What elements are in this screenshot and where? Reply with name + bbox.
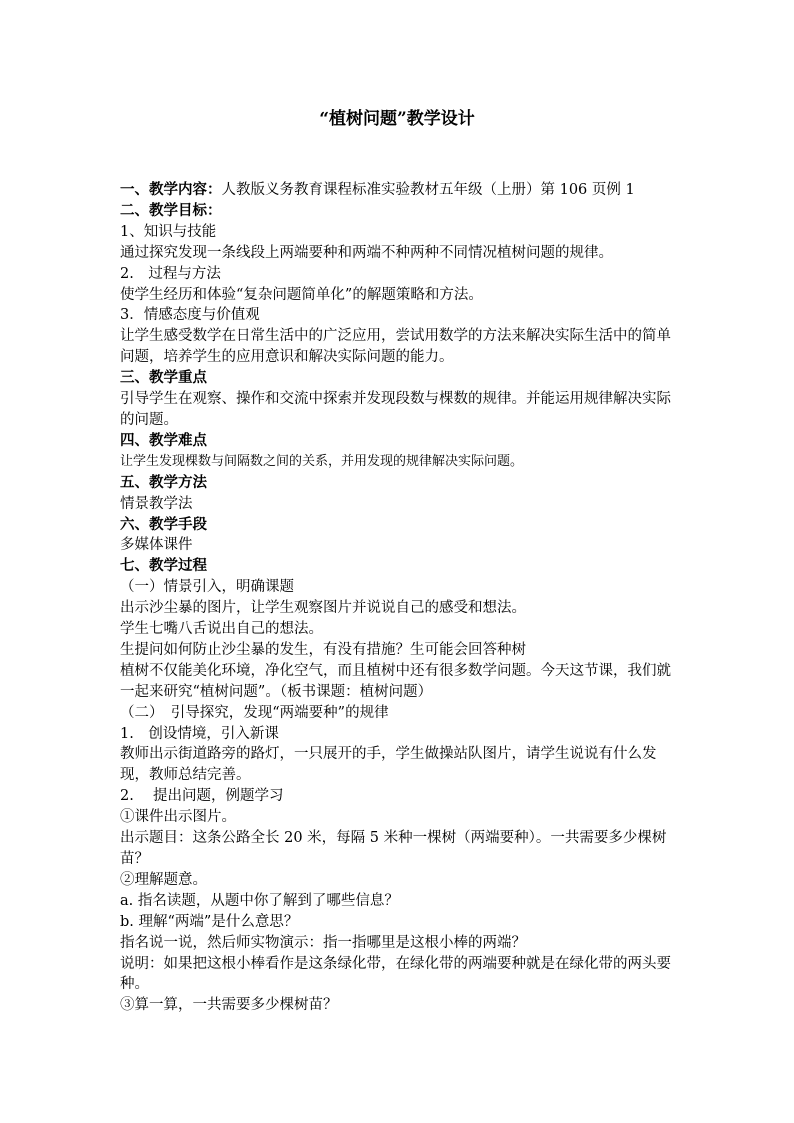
paragraph: 出示题目：这条公路全长 20 米，每隔 5 米种一棵树（两端要种）。一共需要多少棵树苗？ (120, 830, 667, 867)
subheading: 1、知识与技能 (120, 223, 217, 240)
subheading: 1. 创设情境，引入新课 (120, 725, 279, 742)
subheading: 2. 过程与方法 (120, 265, 221, 282)
section-heading: 六、教学手段 (120, 515, 207, 533)
paragraph: 使学生经历和体验“复杂问题简单化”的解题策略和方法。 (120, 286, 483, 303)
section-text: 人教版义务教育课程标准实验教材五年级（上册）第 106 页例 1 (221, 182, 635, 198)
section-teaching-content (120, 180, 676, 201)
section-heading: 五、教学方法 (120, 473, 207, 491)
subheading: 3．情感态度与价值观 (120, 307, 260, 324)
paragraph: 多媒体课件 (120, 537, 193, 554)
paragraph: 通过探究发现一条线段上两端要种和两端不种两种不同情况植树问题的规律。 (120, 244, 613, 261)
paragraph: 指名说一说，然后师实物演示：指一指哪里是这根小棒的两端？ (120, 934, 526, 951)
section-heading: 七、教学过程 (120, 557, 207, 575)
subheading: （一）情景引入，明确课题 (120, 579, 294, 596)
subheading: 2. 提出问题，例题学习 (120, 788, 284, 805)
paragraph: ①课件出示图片。 (120, 809, 236, 826)
section-heading: 一、教学内容： (120, 181, 222, 198)
paragraph: ②理解题意。 (120, 871, 207, 888)
section-heading: 二、教学目标： (120, 201, 222, 219)
paragraph: ③算一算，一共需要多少棵树苗？ (120, 997, 338, 1014)
paragraph: a. 指名读题，从题中你了解到了哪些信息？ (120, 892, 399, 909)
paragraph: 引导学生在观察、操作和交流中探索并发现段数与棵数的规律。并能运用规律解决实际的问题。 (120, 391, 671, 428)
paragraph: b. 理解“两端”是什么意思？ (120, 913, 299, 930)
paragraph: 情景教学法 (120, 495, 193, 512)
section-heading: 三、教学重点 (120, 369, 207, 387)
paragraph: 植树不仅能美化环境，净化空气，而且植树中还有很多数学问题。今天这节课，我们就一起来研究“植树问题”。（板书课题：植树问题） (120, 662, 671, 700)
paragraph: 说明：如果把这根小棒看作是这条绿化带，在绿化带的两端要种就是在绿化带的两头要种。 (120, 955, 671, 993)
paragraph: 让学生感受数学在日常生活中的广泛应用，尝试用数学的方法来解决实际生活中的简单问题，培养学生的应用意识和解决实际问题的能力。 (120, 328, 671, 366)
paragraph: 出示沙尘暴的图片，让学生观察图片并说说自己的感受和想法。 (120, 600, 526, 617)
document-title: “植树问题”教学设计 (319, 109, 475, 129)
document-body (120, 180, 676, 1016)
paragraph: 教师出示街道路旁的路灯，一只展开的手，学生做操站队图片，请学生说说有什么发现，教师总结完善。 (120, 746, 657, 784)
paragraph: 学生七嘴八舌说出自己的想法。 (120, 621, 323, 638)
section-heading: 四、教学难点 (120, 431, 207, 449)
paragraph: 让学生发现棵数与间隔数之间的关系，并用发现的规律解决实际问题。 (120, 453, 524, 469)
subheading: （二） 引导探究，发现“两端要种”的规律 (120, 704, 389, 721)
paragraph: 生提问如何防止沙尘暴的发生，有没有措施？生可能会回答种树 (120, 641, 526, 658)
